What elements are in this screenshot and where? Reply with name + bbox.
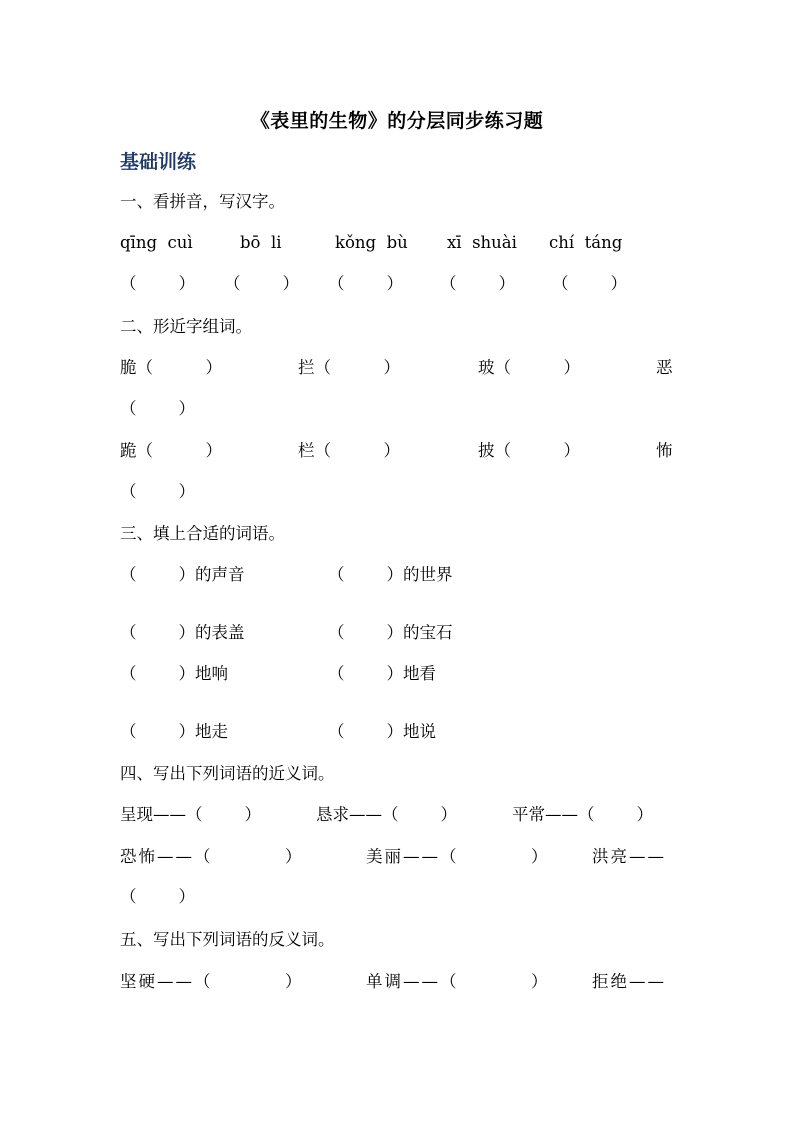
answer-blank: （ ） (328, 274, 403, 293)
q3-heading: 三、填上合适的词语。 (120, 524, 285, 543)
word-item: 怖 (656, 441, 673, 460)
word-item: 跪（ ） (120, 441, 222, 460)
answer-blank: （ ） (120, 482, 195, 501)
antonym-item: 单调——（ ） (366, 972, 550, 991)
antonym-item: 拒绝—— (592, 972, 666, 991)
word-item: 拦（ ） (298, 358, 400, 377)
antonym-item: 坚硬——（ ） (120, 972, 304, 991)
synonym-item: 恐怖——（ ） (120, 847, 304, 866)
section-title: 基础训练 (120, 151, 197, 173)
q1-pinyin: chí táng (549, 233, 623, 252)
answer-blank: （ ） (224, 274, 299, 293)
q1-heading: 一、看拼音，写汉字。 (120, 192, 285, 211)
q1-pinyin: qīng cuì (120, 233, 193, 252)
q1-pinyin: bō li (240, 233, 282, 252)
fill-item: （ ）地看 (328, 664, 436, 683)
word-item: 恶 (656, 358, 673, 377)
answer-blank: （ ） (440, 274, 515, 293)
word-item: 玻（ ） (478, 358, 580, 377)
fill-item: （ ）的表盖 (120, 623, 245, 642)
q4-heading: 四、写出下列词语的近义词。 (120, 764, 335, 783)
synonym-item: 恳求——（ ） (316, 805, 457, 824)
fill-item: （ ）地说 (328, 722, 436, 741)
word-item: 栏（ ） (298, 441, 400, 460)
answer-blank: （ ） (552, 274, 627, 293)
fill-item: （ ）的世界 (328, 565, 453, 584)
q1-pinyin: kǒng bù (335, 233, 408, 252)
answer-blank: （ ） (120, 887, 195, 906)
q2-heading: 二、形近字组词。 (120, 317, 252, 336)
q1-pinyin: xī shuài (447, 233, 517, 252)
synonym-item: 洪亮—— (592, 847, 666, 866)
word-item: 披（ ） (478, 441, 580, 460)
fill-item: （ ）的声音 (120, 565, 245, 584)
answer-blank: （ ） (120, 399, 195, 418)
fill-item: （ ）地响 (120, 664, 228, 683)
synonym-item: 呈现——（ ） (120, 805, 261, 824)
q5-heading: 五、写出下列词语的反义词。 (120, 930, 335, 949)
synonym-item: 平常——（ ） (512, 805, 653, 824)
answer-blank: （ ） (120, 274, 195, 293)
fill-item: （ ）地走 (120, 722, 228, 741)
fill-item: （ ）的宝石 (328, 623, 453, 642)
page-title: 《表里的生物》的分层同步练习题 (250, 110, 544, 132)
synonym-item: 美丽——（ ） (366, 847, 550, 866)
word-item: 脆（ ） (120, 358, 222, 377)
